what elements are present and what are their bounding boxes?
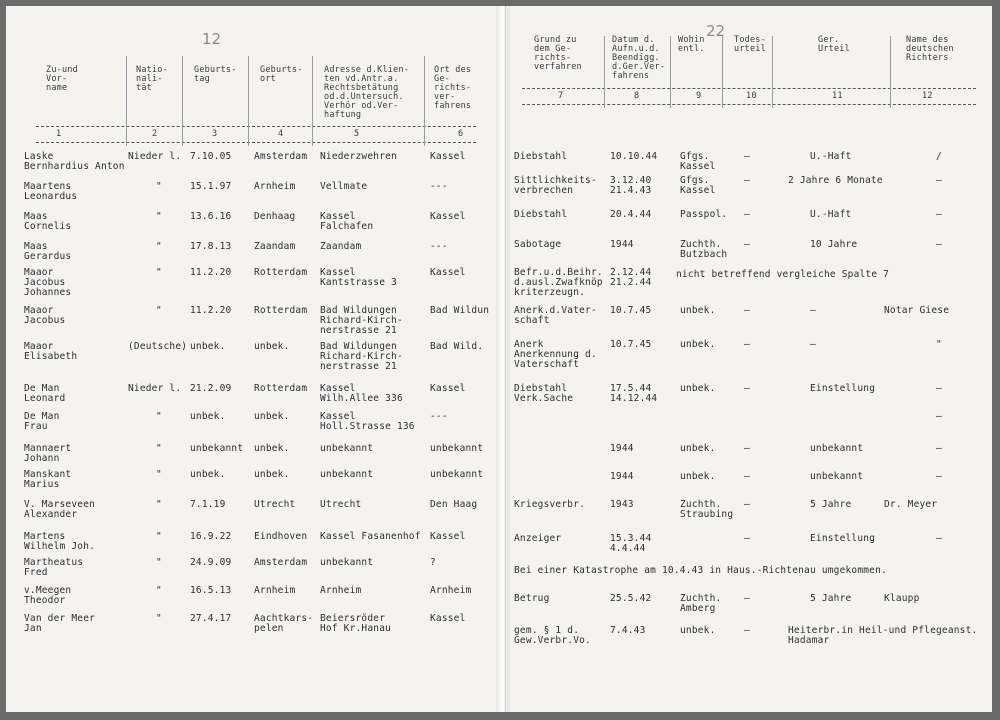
column-header: Ort des Ge- richts- ver- fahrens [434,65,472,111]
cell-c10: — [744,305,750,316]
column-number: 10 [746,91,757,101]
cell-c11: Einstellung [810,533,876,544]
cell-c12: Notar Giese [884,305,950,316]
cell-c12: — [936,239,942,250]
cell-c2: (Deutsche) [128,341,188,352]
cell-c1: Manskant Marius [24,469,72,490]
cell-c4: Rotterdam [254,383,308,394]
cell-c8: 10.7.45 [610,339,652,350]
col-divider [182,56,183,146]
cell-c9: Zuchth. Amberg [680,593,722,614]
cell-c10: — [744,383,750,394]
cell-c1: Maaor Elisabeth [24,341,78,362]
cell-c7: Anerk.d.Vater- schaft [514,305,597,326]
cell-c4: unbek. [254,341,290,352]
cell-c4: Utrecht [254,499,296,510]
page-fold [496,6,510,712]
left-page-number: 12 [202,30,222,48]
cell-c5: Arnheim [320,585,362,596]
cell-c12: Dr. Meyer [884,499,938,510]
column-header: Zu-und Vor- name [46,65,78,93]
column-number: 7 [558,91,564,101]
cell-c3: 27.4.17 [190,613,232,624]
cell-c3: unbek. [190,411,226,422]
cell-c11: 5 Jahre [810,593,852,604]
cell-c1: Martheatus Fred [24,557,84,578]
right-header-rule [522,88,976,89]
cell-c10: — [744,209,750,220]
cell-c5: Kassel Fasanenhof [320,531,421,542]
cell-c4: Amsterdam [254,557,308,568]
cell-c4: Denhaag [254,211,296,222]
col-divider [670,36,671,108]
cell-c8: 2.12.44 21.2.44 [610,267,652,288]
cell-c9: Passpol. [680,209,728,220]
cell-c12: — [936,443,942,454]
cell-c2: " [156,531,162,542]
cell-c5: unbekannt [320,469,374,480]
cell-c3: unbek. [190,469,226,480]
cell-c11: unbekannt [810,443,864,454]
cell-c12: — [936,471,942,482]
cell-c1: Laske Bernhardius Anton [24,151,125,172]
column-header: Wohin entl. [678,35,705,54]
cell-c10: — [744,593,750,604]
column-number: 11 [832,91,843,101]
cell-c2: " [156,443,162,454]
cell-c12: Klaupp [884,593,920,604]
cell-c6: Kassel [430,211,466,222]
cell-c10: — [744,339,750,350]
cell-c2: " [156,613,162,624]
column-header: Datum d. Aufn.u.d. Beendigg. d.Ger.Ver- fahrens [612,35,666,81]
column-number: 4 [278,129,284,139]
cell-c5: Bad Wildungen Richard-Kirch- nerstrasse 21 [320,341,403,372]
cell-c2: " [156,499,162,510]
cell-c3: 7.1.19 [190,499,226,510]
cell-c6: Kassel [430,151,466,162]
col-divider [604,36,605,108]
cell-c12: — [936,209,942,220]
cell-c2: " [156,469,162,480]
cell-c3: 21.2.09 [190,383,232,394]
cell-c5: Vellmate [320,181,368,192]
cell-c9: unbek. [680,305,716,316]
column-header: Geburts- tag [194,65,237,84]
cell-c1: Mannaert Johann [24,443,72,464]
cell-c1: Maas Gerardus [24,241,72,262]
row-note: Bei einer Katastrophe am 10.4.43 in Haus.-Richtenau umgekommen. [514,565,887,576]
cell-c5: Kassel Holl.Strasse 136 [320,411,415,432]
cell-c3: 7.10.05 [190,151,232,162]
page-fold-line [505,6,506,712]
cell-c5: unbekannt [320,557,374,568]
cell-c9: Gfgs. Kassel [680,151,716,172]
cell-c3: 11.2.20 [190,267,232,278]
cell-c2: " [156,305,162,316]
cell-c6: unbekannt [430,443,484,454]
document-page [6,6,992,712]
cell-c5: Utrecht [320,499,362,510]
cell-c5: Beiersröder Hof Kr.Hanau [320,613,392,634]
column-number: 5 [354,129,360,139]
cell-c7: Diebstahl Verk.Sache [514,383,574,404]
column-header: Geburts- ort [260,65,303,84]
cell-c11: 2 Jahre 6 Monate [788,175,883,186]
cell-c6: Bad Wildun [430,305,490,316]
column-number: 1 [56,129,62,139]
cell-c10: — [744,151,750,162]
cell-c1: V. Marseveen Alexander [24,499,96,520]
cell-c8: 17.5.44 14.12.44 [610,383,658,404]
cell-c6: Kassel [430,267,466,278]
cell-c9: Gfgs. Kassel [680,175,716,196]
cell-c11: 5 Jahre [810,499,852,510]
cell-c4: Amsterdam [254,151,308,162]
cell-c10: — [744,239,750,250]
cell-c9: Zuchth. Straubing [680,499,734,520]
cell-c9: unbek. [680,443,716,454]
cell-c7: Diebstahl [514,151,568,162]
cell-c6: ? [430,557,436,568]
cell-c12: — [936,383,942,394]
cell-c6: --- [430,241,448,252]
cell-c12: — [936,533,942,544]
column-header: Natio- nali- tät [136,65,168,93]
cell-c10: — [744,471,750,482]
cell-c7: Diebstahl [514,209,568,220]
cell-c2: " [156,411,162,422]
cell-c10: — [744,443,750,454]
row-note: nicht betreffend vergleiche Spalte 7 [676,269,890,280]
cell-c5: Niederzwehren [320,151,397,162]
cell-c11: unbekannt [810,471,864,482]
cell-c4: unbek. [254,469,290,480]
cell-c10: — [744,625,750,636]
col-divider [248,56,249,146]
cell-c11: — [810,339,816,350]
cell-c2: " [156,211,162,222]
cell-c11: — [810,305,816,316]
cell-c7: Sittlichkeits- verbrechen [514,175,597,196]
cell-c3: 11.2.20 [190,305,232,316]
cell-c7: Anerk Anerkennung d. Vaterschaft [514,339,597,370]
cell-c4: Zaandam [254,241,296,252]
cell-c3: unbekannt [190,443,244,454]
cell-c2: " [156,181,162,192]
cell-c4: unbek. [254,411,290,422]
cell-c5: Kassel Kantstrasse 3 [320,267,397,288]
column-number: 9 [696,91,702,101]
left-header-rule [36,126,476,127]
cell-c3: 17.8.13 [190,241,232,252]
column-header: Adresse d.Klien- ten vd.Antr.a. Rechtsbetätung od.d.Untersuch. Verhör od.Ver- haftung [324,65,410,120]
cell-c8: 7.4.43 [610,625,646,636]
cell-c12: — [936,411,942,422]
cell-c7: gem. § 1 d. Gew.Verbr.Vo. [514,625,591,646]
cell-c2: Nieder l. [128,151,182,162]
cell-c4: Rotterdam [254,305,308,316]
cell-c3: 24.9.09 [190,557,232,568]
cell-c4: Rotterdam [254,267,308,278]
column-number: 6 [458,129,464,139]
cell-c4: Arnheim [254,181,296,192]
cell-c1: Martens Wilhelm Joh. [24,531,96,552]
cell-c8: 20.4.44 [610,209,652,220]
column-number: 3 [212,129,218,139]
col-divider [424,56,425,146]
cell-c5: unbekannt [320,443,374,454]
cell-c3: 15.1.97 [190,181,232,192]
right-numbers-rule [522,104,976,105]
cell-c9: unbek. [680,625,716,636]
column-header: Ger. Urteil [818,35,850,54]
cell-c9: unbek. [680,383,716,394]
cell-c1: v.Meegen Theodor [24,585,72,606]
cell-c2: " [156,267,162,278]
column-number: 2 [152,129,158,139]
cell-c4: Arnheim [254,585,296,596]
right-page-number: 22 [706,22,726,40]
cell-c2: Nieder l. [128,383,182,394]
cell-c1: Maartens Leonardus [24,181,78,202]
cell-c5: Zaandam [320,241,362,252]
cell-c4: Eindhoven [254,531,308,542]
cell-c3: 16.5.13 [190,585,232,596]
column-header: Todes- urteil [734,35,766,54]
column-header: Name des deutschen Richters [906,35,954,63]
cell-c5: Kassel Wilh.Allee 336 [320,383,403,404]
cell-c8: 1944 [610,443,634,454]
cell-c11: U.-Haft [810,151,852,162]
cell-c8: 15.3.44 4.4.44 [610,533,652,554]
column-number: 8 [634,91,640,101]
cell-c6: Kassel [430,531,466,542]
cell-c8: 10.7.45 [610,305,652,316]
cell-c9: Zuchth. Butzbach [680,239,728,260]
cell-c5: Bad Wildungen Richard-Kirch- nerstrasse 21 [320,305,403,336]
cell-c11: U.-Haft [810,209,852,220]
cell-c8: 3.12.40 21.4.43 [610,175,652,196]
cell-c9: unbek. [680,339,716,350]
cell-c12: " [936,339,942,350]
col-divider [890,36,891,108]
cell-c11: 10 Jahre [810,239,858,250]
cell-c10: — [744,175,750,186]
cell-c8: 1944 [610,239,634,250]
cell-c6: Den Haag [430,499,478,510]
column-header: Grund zu dem Ge- richts- verfahren [534,35,582,72]
cell-c6: --- [430,411,448,422]
cell-c6: --- [430,181,448,192]
col-divider [126,56,127,146]
cell-c6: Kassel [430,613,466,624]
cell-c1: Maaor Jacobus [24,305,66,326]
cell-c7: Kriegsverbr. [514,499,586,510]
cell-c3: 13.6.16 [190,211,232,222]
cell-c11: Einstellung [810,383,876,394]
cell-c12: / [936,151,942,162]
cell-c12: — [936,175,942,186]
col-divider [312,56,313,146]
cell-c11: Heiterbr.in Heil-und Pflegeanst. Hadamar [788,625,978,646]
col-divider [722,36,723,108]
cell-c9: unbek. [680,471,716,482]
cell-c1: Van der Meer Jan [24,613,96,634]
cell-c1: Maaor Jacobus Johannes [24,267,72,298]
cell-c1: Maas Cornelis [24,211,72,232]
cell-c7: Befr.u.d.Beihr. d.ausl.Zwafknöp kriterzeugn. [514,267,603,298]
cell-c2: " [156,585,162,596]
cell-c7: Betrug [514,593,550,604]
cell-c2: " [156,241,162,252]
left-numbers-rule [36,142,476,143]
cell-c6: Arnheim [430,585,472,596]
cell-c6: Kassel [430,383,466,394]
cell-c5: Kassel Falchafen [320,211,374,232]
cell-c6: unbekannt [430,469,484,480]
cell-c1: De Man Leonard [24,383,66,404]
cell-c3: 16.9.22 [190,531,232,542]
cell-c8: 10.10.44 [610,151,658,162]
column-number: 12 [922,91,933,101]
cell-c8: 1943 [610,499,634,510]
cell-c1: De Man Frau [24,411,60,432]
cell-c7: Sabotage [514,239,562,250]
cell-c3: unbek. [190,341,226,352]
cell-c8: 25.5.42 [610,593,652,604]
cell-c4: unbek. [254,443,290,454]
cell-c7: Anzeiger [514,533,562,544]
cell-c2: " [156,557,162,568]
cell-c10: — [744,499,750,510]
col-divider [772,36,773,108]
cell-c4: Aachtkars- pelen [254,613,314,634]
cell-c6: Bad Wild. [430,341,484,352]
cell-c8: 1944 [610,471,634,482]
cell-c10: — [744,533,750,544]
